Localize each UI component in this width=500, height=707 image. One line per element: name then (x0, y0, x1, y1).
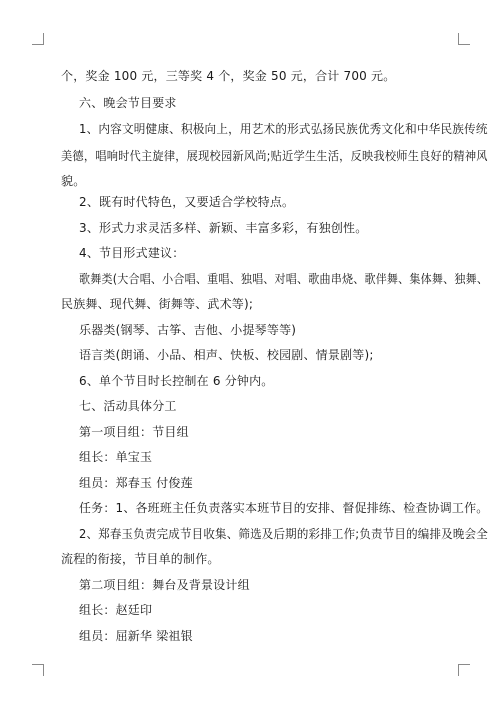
corner-mark-bottom-left (32, 664, 44, 676)
corner-mark-top-left (32, 33, 44, 45)
text-line: 乐器类(钢琴、古筝、吉他、小提琴等等) (79, 323, 297, 337)
text-line: 组长：赵廷印 (79, 603, 153, 617)
text-line: 美德，唱响时代主旋律，展现校园新风尚;贴近学生生活，反映我校师生良好的精神风 (61, 149, 488, 163)
text-line: 语言类(朗诵、小品、相声、快板、校园剧、情景剧等); (79, 348, 374, 362)
text-line: 组长：单宝玉 (79, 450, 153, 464)
text-line: 歌舞类(大合唱、小合唱、重唱、独唱、对唱、歌曲串烧、歌伴舞、集体舞、独舞、 (79, 272, 489, 286)
text-line: 民族舞、现代舞、街舞等、武术等); (61, 297, 254, 311)
text-line: 2、既有时代特色，又要适合学校特点。 (79, 195, 295, 209)
corner-mark-bottom-right (458, 664, 470, 676)
text-line: 1、内容文明健康、积极向上，用艺术的形式弘扬民族优秀文化和中华民族传统 (79, 122, 488, 136)
text-line: 个，奖金 100 元，三等奖 4 个，奖金 50 元，合计 700 元。 (61, 69, 396, 83)
corner-mark-top-right (458, 33, 470, 45)
text-line: 貌。 (61, 174, 86, 188)
text-line: 流程的衔接，节目单的制作。 (61, 552, 220, 566)
text-line: 组员：屈新华 梁祖银 (79, 629, 193, 643)
text-line: 任务：1、各班班主任负责落实本班节目的安排、督促排练、检查协调工作。 (79, 501, 489, 515)
text-line: 组员：郑春玉 付俊莲 (79, 476, 193, 490)
text-line: 第一项目组：节目组 (79, 425, 189, 439)
text-line: 3、形式力求灵活多样、新颖、丰富多彩，有独创性。 (79, 221, 368, 235)
text-line: 第二项目组：舞台及背景设计组 (79, 578, 250, 592)
text-line: 4、节目形式建议： (79, 246, 185, 260)
section-heading: 七、活动具体分工 (79, 399, 177, 413)
text-line: 6、单个节目时长控制在 6 分钟内。 (79, 374, 274, 388)
text-line: 2、郑春玉负责完成节目收集、筛选及后期的彩排工作;负责节目的编排及晚会全 (79, 527, 488, 541)
section-heading: 六、晚会节目要求 (79, 96, 177, 110)
